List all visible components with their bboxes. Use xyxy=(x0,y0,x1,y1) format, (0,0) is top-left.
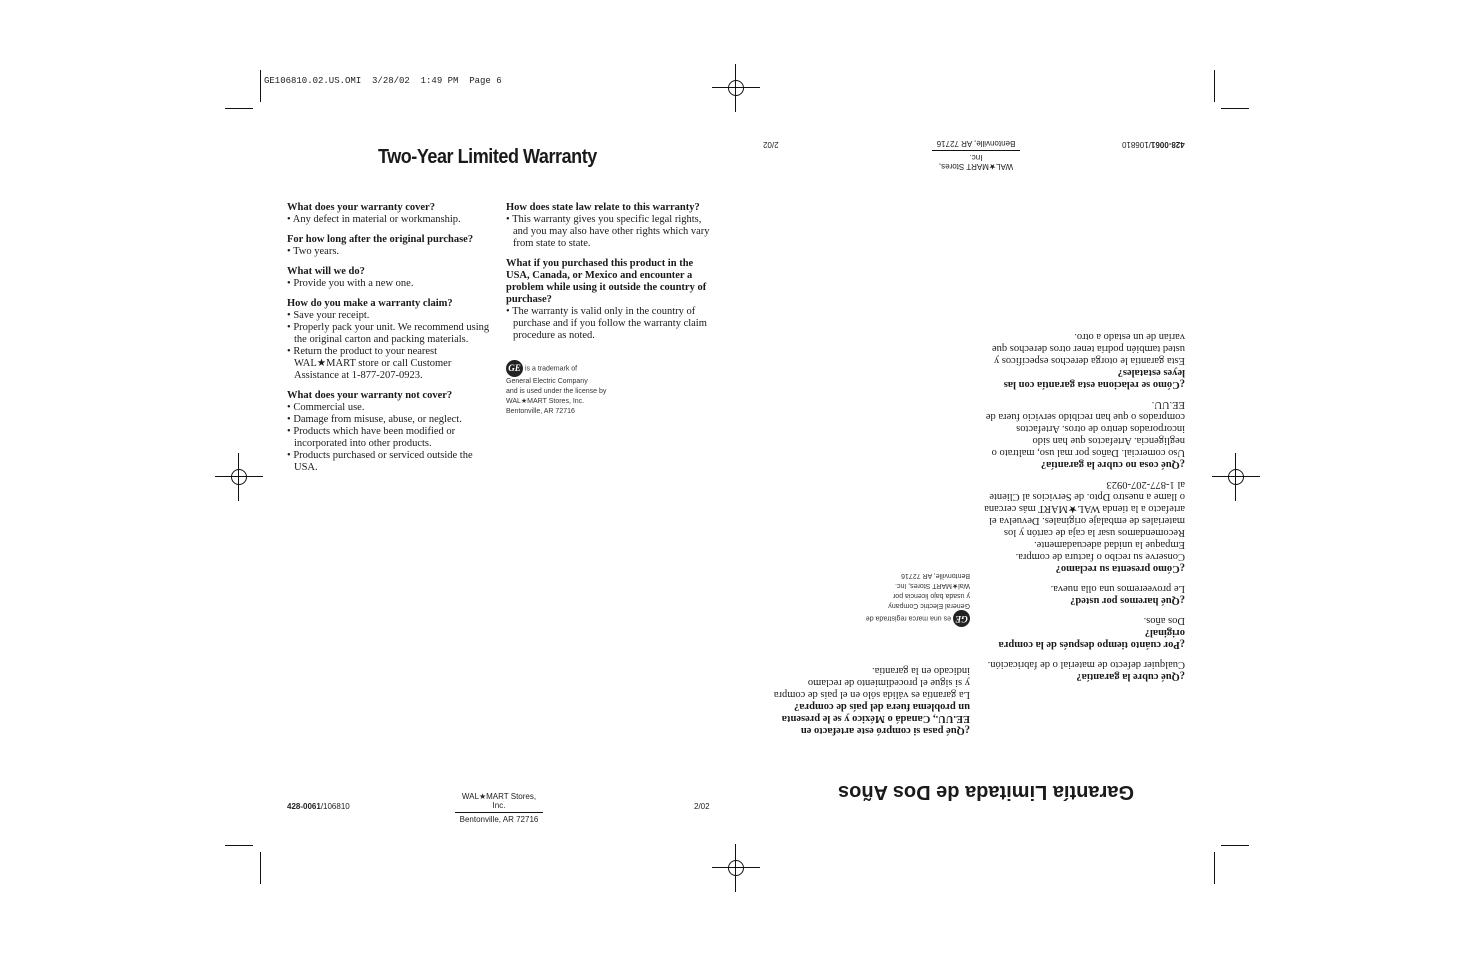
question-es: ¿Por cuánto tiempo después de la compra original? xyxy=(998,627,1185,650)
registration-mark-right xyxy=(1212,453,1260,501)
registration-mark-top xyxy=(712,64,760,112)
part-code-rest: /106810 xyxy=(1122,140,1151,149)
part-code-bold: 428-0061 xyxy=(1150,140,1185,149)
question-coverage: What does your warranty cover? xyxy=(287,202,435,213)
crop-mark xyxy=(1221,108,1249,109)
crop-mark xyxy=(1214,70,1215,102)
print-date-es: 2/02 xyxy=(763,140,779,149)
answer-item: • Products purchased or serviced outside the USA. xyxy=(287,450,492,474)
crop-mark xyxy=(225,108,253,109)
print-slug: GE106810.02.US.OMI 3/28/02 1:49 PM Page 6 xyxy=(264,76,502,86)
answer-es: Esta garantía le otorga derechos específicos y usted también podría tener otros derechos que varían de un estado a otro. xyxy=(991,331,1185,366)
warranty-right-column-es xyxy=(772,664,970,736)
answer-es: Dos años. xyxy=(1143,615,1185,626)
part-code-es xyxy=(1122,140,1185,149)
registration-mark-bottom xyxy=(712,844,760,892)
warranty-right-column xyxy=(506,202,711,342)
page-title-es: Garantía Limitada de Dos Años xyxy=(838,781,1134,803)
crop-mark xyxy=(1214,852,1215,884)
answer-item: • Return the product to your nearest WAL★MART store or call Customer Assistance at 1-877-207-0923. xyxy=(287,346,492,382)
trademark-notice-es xyxy=(850,570,970,627)
warranty-left-column xyxy=(287,202,492,474)
question-state-law: How does state law relate to this warranty? xyxy=(506,202,700,213)
answer-es: Cualquier defecto de material o de fabricación. xyxy=(987,659,1185,670)
page-title: Two-Year Limited Warranty xyxy=(378,146,597,168)
part-code-bold: 428-0061 xyxy=(287,802,321,811)
crop-mark xyxy=(225,845,253,846)
walmart-name: WAL★MART Stores, Inc. xyxy=(938,153,1014,171)
walmart-city: Bentonville, AR 72716 xyxy=(936,139,1016,148)
print-date: 2/02 xyxy=(694,802,710,811)
question-claim: How do you make a warranty claim? xyxy=(287,298,453,309)
walmart-name: WAL★MART Stores, Inc. xyxy=(461,792,537,810)
crop-mark xyxy=(1221,845,1249,846)
answer-item: • Two years. xyxy=(287,246,492,258)
part-code-rest: /106810 xyxy=(320,802,350,811)
trademark-line: Bentonville, AR 72716 xyxy=(506,408,575,415)
answer-es: Uso comercial. Daños por mal uso, maltrato o negligencia. Artefactos que han sido incorporados dentro de otros. Artefactos comprados o que han recibido servicio fuera de EE.UU. xyxy=(985,399,1185,458)
ge-logo-icon: GE xyxy=(953,610,970,627)
answer-es: La garantía es válida sólo en el país de compra y si sigue el procedimiento de reclamo indicado en la garantía. xyxy=(773,665,970,700)
question-es: ¿Qué cubre la garantía? xyxy=(1076,671,1185,682)
warranty-left-column-es xyxy=(980,330,1185,682)
answer-item: • Save your receipt. xyxy=(287,310,492,322)
question-what-we-do: What will we do? xyxy=(287,266,365,277)
question-es: ¿Cómo presenta su reclamo? xyxy=(1055,563,1185,574)
crop-mark xyxy=(260,852,261,884)
answer-item: • Any defect in material or workmanship. xyxy=(287,214,492,226)
answer-item: • Provide you with a new one. xyxy=(287,278,492,290)
walmart-address-es xyxy=(932,139,1020,171)
trademark-line: General Electric Company xyxy=(888,602,970,609)
answer-es: Le proveeremos una olla nueva. xyxy=(1050,583,1185,594)
walmart-city: Bentonville, AR 72716 xyxy=(459,815,539,824)
question-es: ¿Qué haremos por usted? xyxy=(1070,595,1185,606)
question-es: ¿Cómo se relaciona esta garantía con las leyes estatales? xyxy=(1003,367,1185,390)
ge-logo-icon: GE xyxy=(506,360,523,377)
question-outside-country: What if you purchased this product in the USA, Canada, or Mexico and encounter a problem while using it outside the country of purchase? xyxy=(506,258,707,305)
trademark-line: Bentonville, AR 72716 xyxy=(901,572,970,579)
question-es: ¿Qué pasa si compró este artefacto en EE.UU., Canadá o México y se le presenta un problema fuera del país de compra? xyxy=(781,701,970,736)
answer-item: • Damage from misuse, abuse, or neglect. xyxy=(287,414,492,426)
trademark-notice xyxy=(506,360,626,417)
trademark-line: es una marca registrada de xyxy=(865,614,951,622)
question-duration: For how long after the original purchase? xyxy=(287,234,474,245)
trademark-line: WAL★MART Stores, Inc. xyxy=(506,398,585,405)
crop-mark xyxy=(260,70,261,102)
answer-item: • Products which have been modified or incorporated into other products. xyxy=(287,426,492,450)
answer-item: • The warranty is valid only in the country of purchase and if you follow the warranty claim procedure as noted. xyxy=(506,306,711,342)
trademark-line: and is used under the license by xyxy=(506,388,607,395)
trademark-line: General Electric Company xyxy=(506,378,588,385)
question-not-covered: What does your warranty not cover? xyxy=(287,390,453,401)
answer-item: • Commercial use. xyxy=(287,402,492,414)
question-es: ¿Qué cosa no cubre la garantía? xyxy=(1040,459,1185,470)
part-code xyxy=(287,802,350,811)
walmart-address xyxy=(455,792,543,824)
trademark-line: y usada bajo licencia por xyxy=(892,592,970,599)
answer-item: • This warranty gives you specific legal rights, and you may also have other rights which vary from state to state. xyxy=(506,214,711,250)
registration-mark-left xyxy=(215,453,263,501)
answer-es: Conserve su recibo o factura de compra. Empaque la unidad adecuadamente. Recomendamos usar la caja de cartón y los materiales de embalaje originales. Devuelva el artefacto a la tienda WAL★MART más cercana o llame a nuestro Dpto. de Servicios al Cliente al 1-877-207-0923 xyxy=(984,479,1185,562)
trademark-line: Wal★MART Stores, Inc. xyxy=(895,582,970,589)
answer-item: • Properly pack your unit. We recommend using the original carton and packing materials. xyxy=(287,322,492,346)
trademark-line: is a trademark of xyxy=(525,365,578,373)
